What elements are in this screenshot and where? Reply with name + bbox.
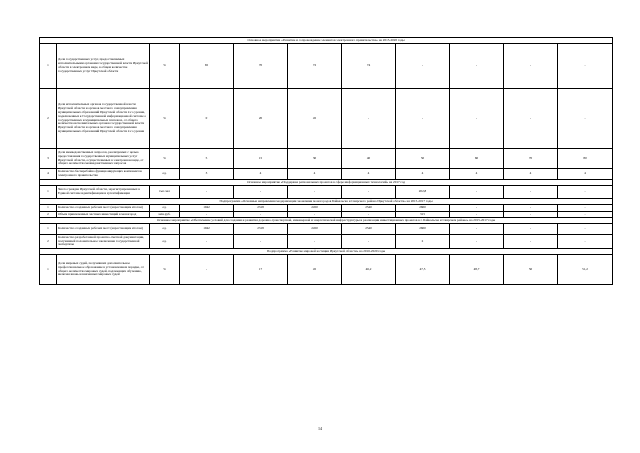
row-number: 4 xyxy=(40,169,57,180)
value-cell: - xyxy=(450,44,504,89)
row-number: 2 xyxy=(40,212,57,218)
section-title: Основное мероприятие «Развитие и сопровождение элементов электронного правительства» на 2015-2020 годы xyxy=(40,38,613,44)
section-title: Основное мероприятие «Поддержка региональных проектов в сфере информационных технологий» на 2017 год xyxy=(40,180,613,186)
value-cell: 70 xyxy=(234,44,288,89)
value-cell: - xyxy=(450,212,504,218)
indicator-name: Количество бесперебойно функционирующих компонентов электронного правительства xyxy=(57,169,150,180)
value-cell: - xyxy=(504,186,558,199)
value-cell: - xyxy=(504,205,558,212)
indicator-name: Число граждан Иркутской области, зарегистрированных в Единой системе идентификации и аутентификации xyxy=(57,186,150,199)
value-cell: 2450 xyxy=(288,224,342,235)
value-cell: - xyxy=(504,212,558,218)
value-cell: 2318 xyxy=(234,205,288,212)
indicator-name: Объем привлеченных частных инвестиций в моногород xyxy=(57,212,150,218)
table-row xyxy=(40,224,613,235)
value-cell: - xyxy=(288,186,342,199)
value-cell: 2600 xyxy=(396,205,450,212)
value-cell: 4 xyxy=(450,169,504,180)
value-cell: 80 xyxy=(558,149,613,169)
value-cell: 20 xyxy=(234,89,288,149)
value-cell: - xyxy=(234,235,288,249)
table-row xyxy=(40,205,613,212)
indicator-name: Количество созданных рабочих мест (нарастающим итогом) xyxy=(57,224,150,235)
section-title: Подпрограмма «Развитие мировой юстиции Иркутской области» на 2016-2020 годы xyxy=(40,249,613,255)
indicators-table xyxy=(39,37,613,285)
value-cell: 45 xyxy=(288,255,342,285)
value-cell: 4 xyxy=(558,169,613,180)
value-cell: 50 xyxy=(504,255,558,285)
value-cell: - xyxy=(504,44,558,89)
value-cell: - xyxy=(180,255,234,285)
value-cell: - xyxy=(558,205,613,212)
value-cell: 65 xyxy=(180,44,234,89)
value-cell: - xyxy=(558,235,613,249)
value-cell: - xyxy=(504,224,558,235)
value-cell: 2318 xyxy=(234,224,288,235)
table-row xyxy=(40,44,613,89)
value-cell: 2540 xyxy=(342,205,396,212)
row-number: 1 xyxy=(40,255,57,285)
table-row xyxy=(40,186,613,199)
value-cell: 2540 xyxy=(342,224,396,235)
value-cell: 17 xyxy=(234,255,288,285)
unit-cell: тыс.чел xyxy=(150,186,180,199)
value-cell: 4 xyxy=(288,169,342,180)
unit-cell: млн.руб. xyxy=(150,212,180,218)
value-cell: - xyxy=(180,212,234,218)
value-cell: - xyxy=(396,89,450,149)
value-cell: - xyxy=(504,89,558,149)
value-cell: - xyxy=(558,89,613,149)
indicator-name: Доля межведомственных запросов, реализуемых с целью предоставления государственных муниципальных услуг Иркутской области, осуществляемых в электронном виде, от общего количества межведомственных запросов xyxy=(57,149,150,169)
section-title: Подпрограмма «Основные направления модернизации экономики моногородов Байкальска и Свирского района Иркутской области» на 2015-2017 годы xyxy=(40,199,613,205)
value-cell: 1942 xyxy=(180,205,234,212)
value-cell: 5 xyxy=(180,149,234,169)
value-cell: 4 xyxy=(504,169,558,180)
value-cell: 15 xyxy=(234,149,288,169)
unit-cell: % xyxy=(150,149,180,169)
row-number: 1 xyxy=(40,44,57,89)
value-cell: - xyxy=(288,212,342,218)
value-cell: 2450 xyxy=(288,205,342,212)
value-cell: 70 xyxy=(504,149,558,169)
section-title: Основное мероприятие «Обеспечение условий для создания и развития дорожно-транспортной, инженерной и энергетической инфраструктуры и реализации инвестиционных проектов в г. Байкальске и Свирском районе» на 2015-2017 годы xyxy=(40,218,613,224)
unit-cell: ед. xyxy=(150,205,180,212)
value-cell: - xyxy=(342,89,396,149)
row-number: 1 xyxy=(40,205,57,212)
value-cell: - xyxy=(342,212,396,218)
value-cell: - xyxy=(180,186,234,199)
value-cell: - xyxy=(342,186,396,199)
value-cell: - xyxy=(504,235,558,249)
value-cell: 3 xyxy=(180,169,234,180)
indicator-name: Количество созданных рабочих мест (нарастающим итогом) xyxy=(57,205,150,212)
value-cell: - xyxy=(558,44,613,89)
value-cell: 4 xyxy=(396,169,450,180)
value-cell: - xyxy=(558,224,613,235)
table-row xyxy=(40,149,613,169)
value-cell: - xyxy=(288,235,342,249)
indicator-name: Доля исполнительных органов государственной власти Иркутской области и органов местного самоуправления муниципальных образований Иркутской области 2-го уровня, подключенных к Государственной информационной системе о государственных и муниципальных платежах, от общего количества исполнительных органов государственной власти Иркутской области и органов местного самоуправления муниципальных образований Иркутской области 2-го уровня xyxy=(57,89,150,149)
value-cell: 47,5 xyxy=(396,255,450,285)
row-number: 2 xyxy=(40,89,57,149)
value-cell: - xyxy=(558,212,613,218)
page-number: 14 xyxy=(318,426,322,431)
value-cell: - xyxy=(234,212,288,218)
value-cell: 0 xyxy=(180,89,234,149)
row-number: 1 xyxy=(40,224,57,235)
row-number: 1 xyxy=(40,186,57,199)
value-cell: 51,2 xyxy=(558,255,613,285)
row-number: 3 xyxy=(40,149,57,169)
unit-cell: % xyxy=(150,89,180,149)
value-cell: - xyxy=(450,235,504,249)
value-cell: 4 xyxy=(234,169,288,180)
value-cell: - xyxy=(450,224,504,235)
unit-cell: % xyxy=(150,255,180,285)
value-cell: 50 xyxy=(396,149,450,169)
value-cell: - xyxy=(342,235,396,249)
value-cell: 202,8 xyxy=(396,186,450,199)
indicator-name: Доля мировых судей, получивших дополнительное профессиональное образование в установленном порядке, от общего количества мировых судей, подлежащих обучению, включая вновь назначенных мировых судей xyxy=(57,255,150,285)
value-cell: 48,7 xyxy=(450,255,504,285)
value-cell: - xyxy=(234,186,288,199)
value-cell: - xyxy=(450,205,504,212)
unit-cell: ед. xyxy=(150,169,180,180)
indicator-name: Количество разработанной проектно-сметной документации, получившей положительное заключение государственной экспертизы xyxy=(57,235,150,249)
value-cell: 74 xyxy=(342,44,396,89)
value-cell: 45 xyxy=(288,89,342,149)
table-row xyxy=(40,169,613,180)
value-cell: 2 xyxy=(396,235,450,249)
value-cell: 1942 xyxy=(180,224,234,235)
value-cell: - xyxy=(450,186,504,199)
value-cell: - xyxy=(450,89,504,149)
value-cell: 4 xyxy=(342,169,396,180)
table-row xyxy=(40,89,613,149)
value-cell: 2600 xyxy=(396,224,450,235)
value-cell: 315 xyxy=(396,212,450,218)
table-row xyxy=(40,255,613,285)
unit-cell: ед. xyxy=(150,224,180,235)
unit-cell: % xyxy=(150,44,180,89)
table-row xyxy=(40,235,613,249)
value-cell: 30 xyxy=(288,149,342,169)
value-cell: 46,2 xyxy=(342,255,396,285)
row-number: 2 xyxy=(40,235,57,249)
value-cell: 72 xyxy=(288,44,342,89)
value-cell: - xyxy=(558,186,613,199)
value-cell: - xyxy=(180,235,234,249)
unit-cell: ед. xyxy=(150,235,180,249)
value-cell: - xyxy=(396,44,450,89)
value-cell: 40 xyxy=(342,149,396,169)
value-cell: 60 xyxy=(450,149,504,169)
indicator-name: Доля государственных услуг, предоставляемых исполнительными органами государственной власти Иркутской области в электронном виде, в общем количестве государственных услуг Иркутской области xyxy=(57,44,150,89)
